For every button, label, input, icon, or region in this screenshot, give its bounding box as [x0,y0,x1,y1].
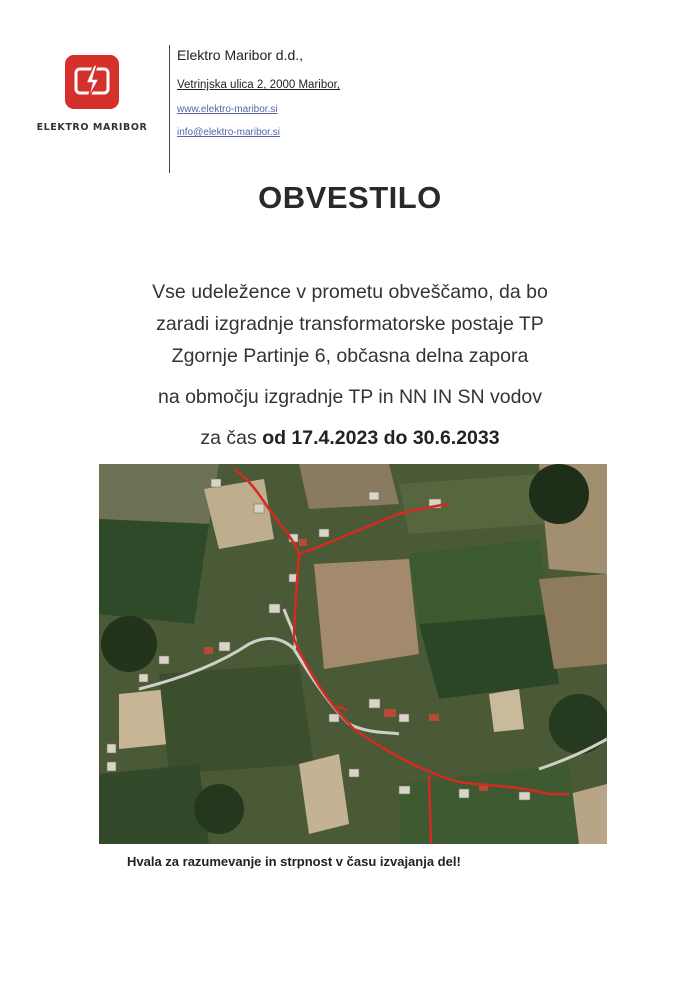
notice-line-4: na območju izgradnje TP in NN IN SN vodov [157,386,543,408]
header-divider [169,45,170,173]
tree-cluster [101,616,157,672]
period-dates: od 17.4.2023 do 30.6.2033 [262,427,500,449]
tree-cluster [194,784,244,834]
aerial-photo [99,464,607,844]
field [99,519,209,624]
field [399,474,544,534]
field [409,539,549,624]
notice-period-line [0,427,700,450]
tree-cluster [529,464,589,524]
notice-line-3: Zgornje Partinje 6, občasna delna zapora [171,345,529,367]
company-address: Vetrinjska ulica 2, 2000 Maribor, [177,79,341,91]
field [159,664,314,774]
notice-title: OBVESTILO [258,180,442,215]
notice-line-2: zaradi izgradnje transformatorske postaje TP [156,313,544,335]
notice-line-1: Vse udeležence v prometu obveščamo, da bo [152,281,548,303]
website-link[interactable]: www.elektro-maribor.si [177,104,278,115]
field [314,559,419,669]
thanks-note: Hvala za razumevanje in strpnost v času izvajanja del! [127,854,461,869]
period-prefix: za čas [200,427,257,449]
company-name: Elektro Maribor d.d., [177,47,304,63]
field [419,614,559,699]
field [99,464,219,524]
field [489,689,524,732]
email-link[interactable]: info@elektro-maribor.si [177,127,280,138]
lightning-plug-icon [65,55,119,109]
field [299,464,399,509]
company-logo [65,55,119,109]
field [99,764,209,844]
logo-wordmark: ELEKTRO MARIBOR [36,122,148,133]
aerial-map [99,464,607,844]
